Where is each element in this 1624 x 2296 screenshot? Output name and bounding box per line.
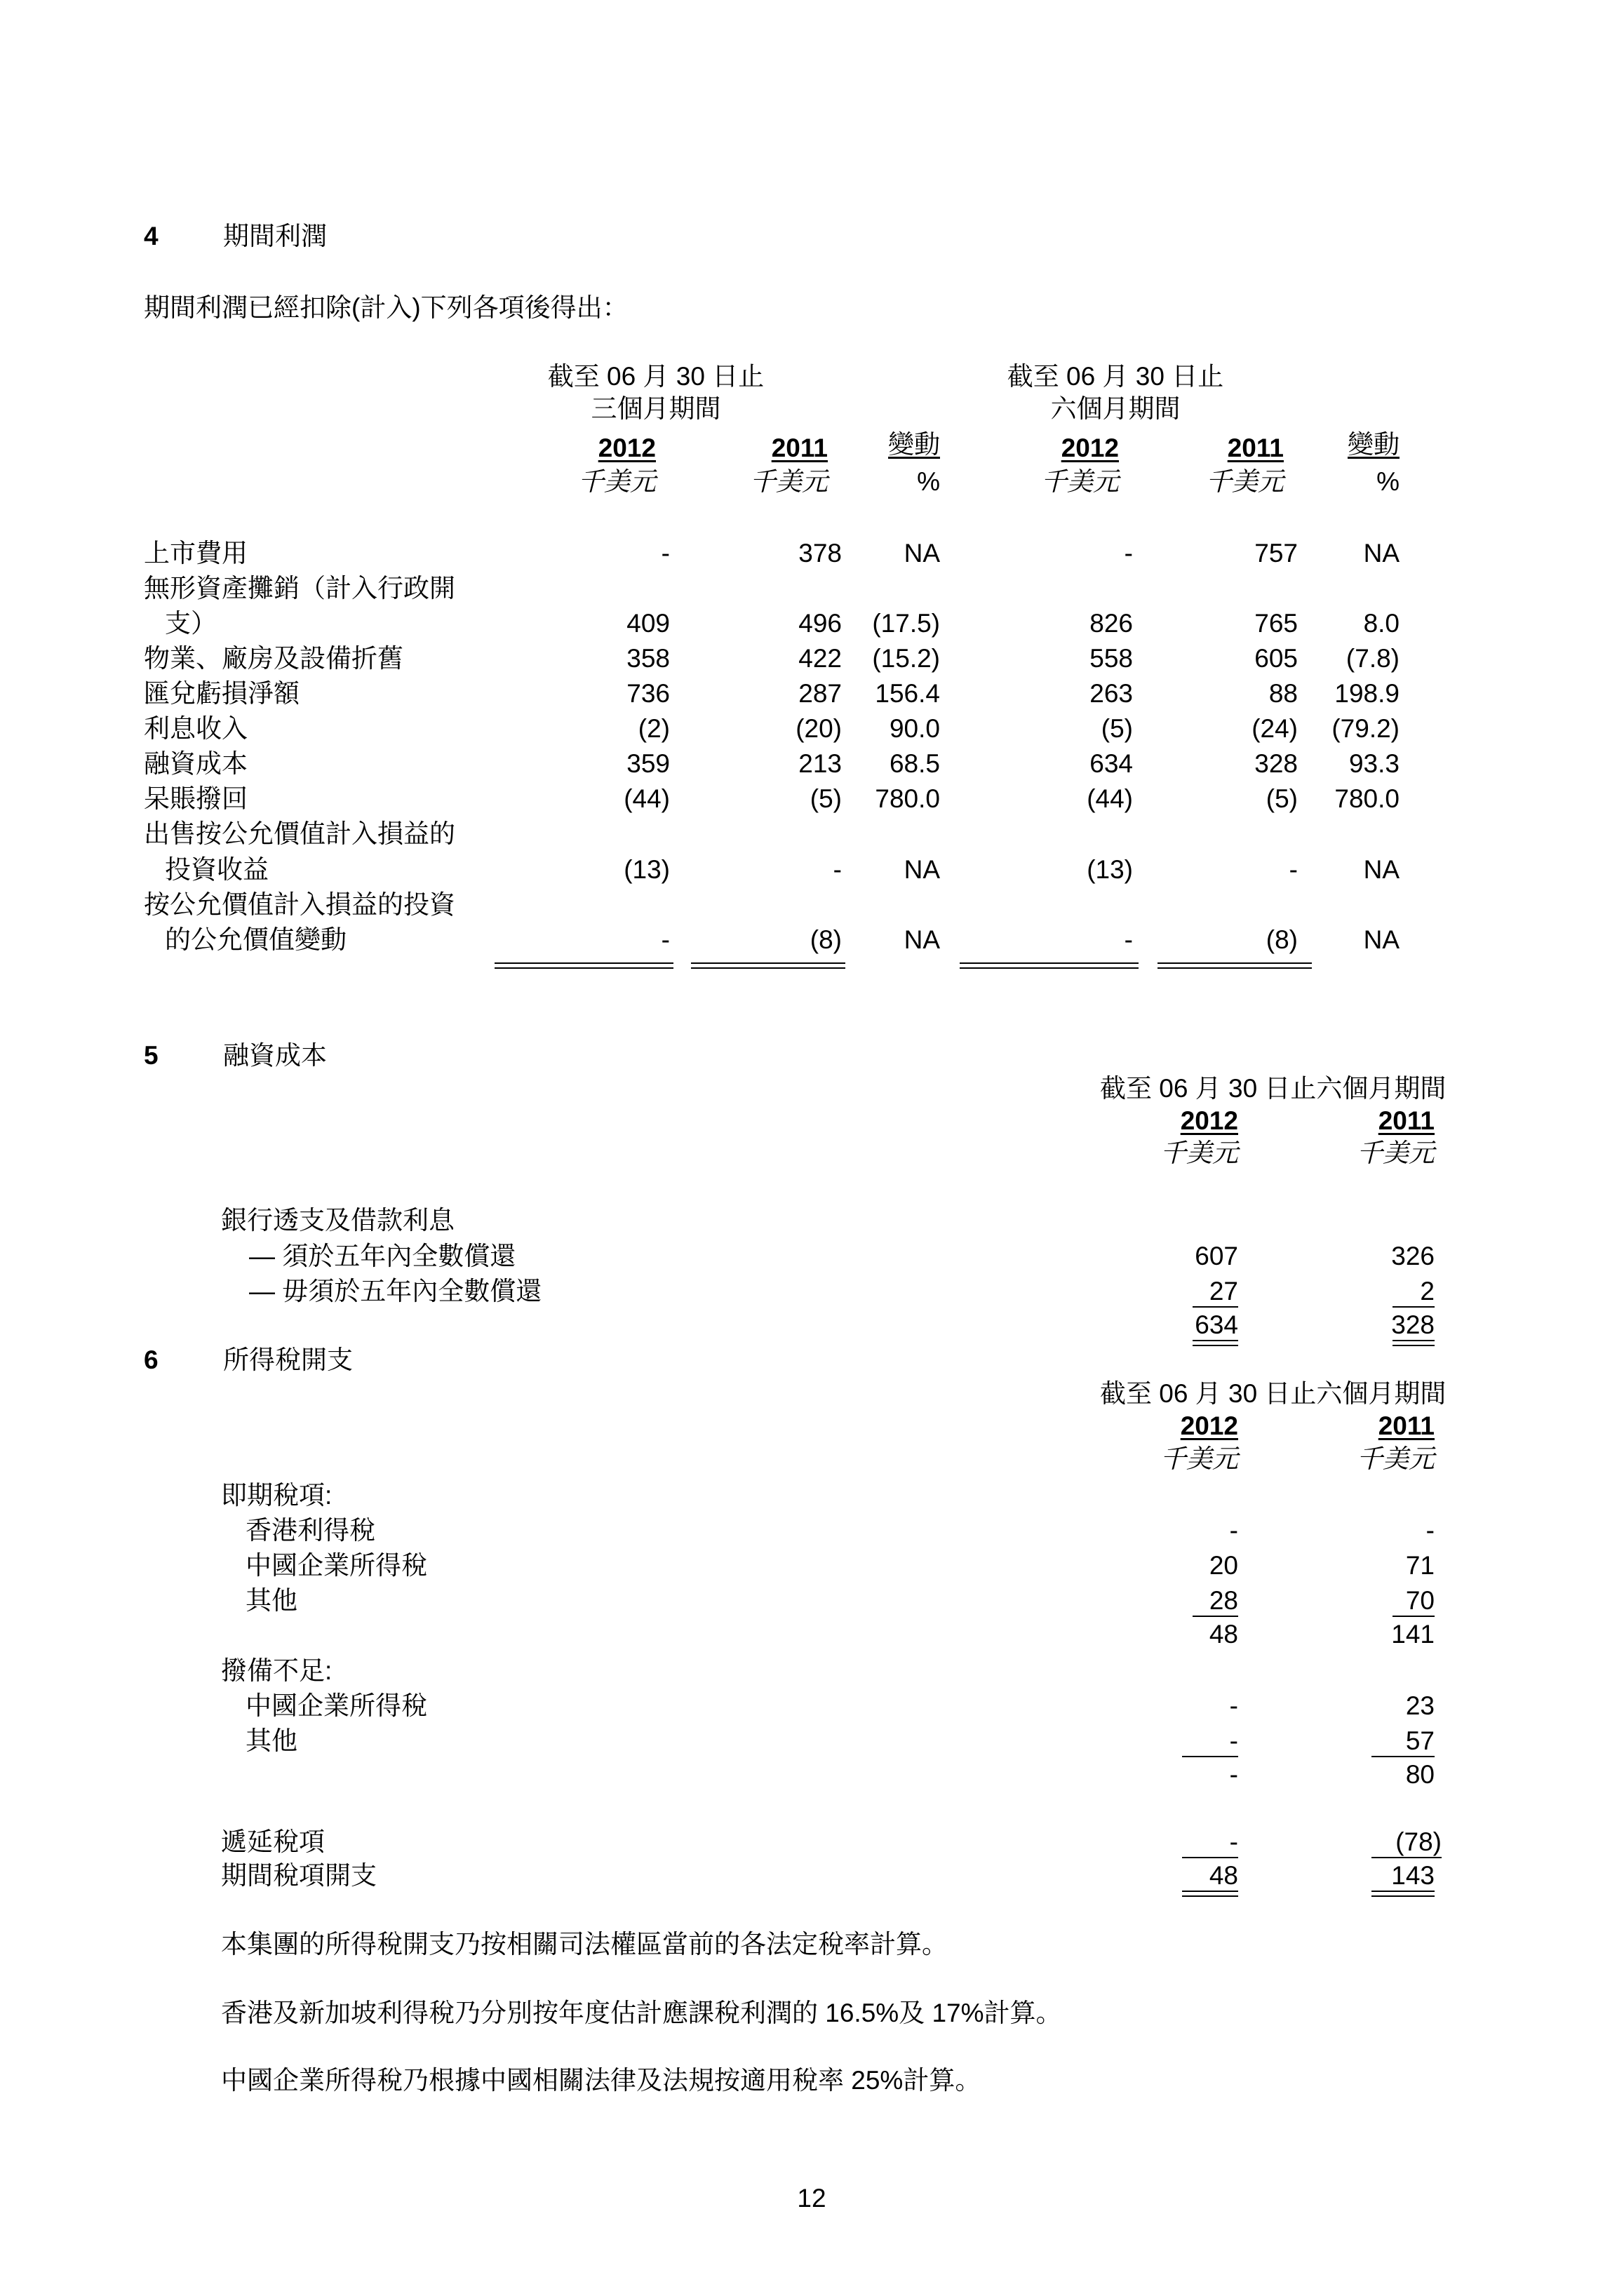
note4-col-2011-six: 2011 [1227,434,1284,462]
note6-rule-c-2012 [1182,1857,1238,1858]
note4-pct-three: % [917,467,940,496]
note4-col-2011-three: 2011 [771,434,828,462]
note4-row-value: (2) [638,714,670,743]
note4-row-value: (20) [796,714,842,743]
note6-rule-c-2011 [1371,1857,1442,1858]
note6-under-label: 撥備不足: [221,1656,333,1685]
note5-row1-2011: 326 [1391,1242,1435,1270]
note4-row-value: NA [1363,539,1400,568]
note4-double-rule-2 [691,962,845,969]
note4-row-value: 8.0 [1363,609,1400,638]
note4-row-label: 呆賬撥回 [144,784,248,813]
note4-col-change-six: 變動 [1348,430,1400,459]
note5-title: 融資成本 [223,1041,327,1070]
note4-row-value: (5) [810,784,842,813]
note6-unit-2012: 千美元 [1160,1444,1238,1473]
note6-subtotal1-2012: 48 [1209,1620,1238,1649]
note4-header-three-line1: 截至 06 月 30 日止 [547,362,765,391]
note6-paragraph-2: 香港及新加坡利得稅乃分別按年度估計應課稅利潤的 16.5%及 17%計算。 [221,1999,1062,2027]
note6-current-label: 即期稅項: [221,1481,333,1510]
note4-row-value: (15.2) [872,644,940,673]
note4-row-value: NA [1363,925,1400,954]
note4-row-value: 780.0 [875,784,940,813]
page-number: 12 [797,2184,826,2213]
note5-total-2011: 328 [1391,1310,1435,1339]
note6-uother-2011: 57 [1405,1726,1435,1755]
note4-row-label: 出售按公允價值計入損益的 [144,819,455,848]
note4-row-label: 融資成本 [144,749,248,778]
note4-row-value: 287 [798,679,842,708]
note5-rule-2011 [1393,1306,1435,1308]
note4-header-six-line1: 截至 06 月 30 日止 [1007,362,1224,391]
note6-rule-b-2012 [1182,1756,1238,1757]
note4-row-value: NA [904,925,940,954]
note4-unit-2012-three: 千美元 [578,467,656,496]
note4-row-value: 88 [1268,679,1298,708]
note4-row-value: (5) [1266,784,1298,813]
note4-row-value: - [833,855,842,884]
note6-subtotal2-2011: 80 [1405,1760,1435,1789]
note6-rule-a-2011 [1393,1616,1435,1617]
note4-row-value: 826 [1089,609,1133,638]
note4-number: 4 [144,222,159,250]
note4-row-value: (8) [810,925,842,954]
note4-row-value: (79.2) [1331,714,1400,743]
note4-row-value: 780.0 [1334,784,1400,813]
note5-row1-label: — 須於五年內全數償還 [249,1242,516,1270]
note6-number: 6 [144,1345,159,1374]
note4-row-value: 359 [626,749,670,778]
note6-total-label: 期間稅項開支 [221,1861,377,1890]
note4-pct-six: % [1376,467,1400,496]
note6-subtotal1-2011: 141 [1391,1620,1435,1649]
note6-other-label: 其他 [246,1586,297,1615]
note5-group-label: 銀行透支及借款利息 [221,1206,455,1235]
note4-row-value: (5) [1101,714,1133,743]
note6-hk-label: 香港利得稅 [246,1516,375,1545]
note4-row-value: 757 [1254,539,1298,568]
note6-rule-a-2012 [1193,1616,1238,1617]
note4-row-value: 90.0 [889,714,940,743]
note5-total-2012: 634 [1195,1310,1238,1339]
note4-title: 期間利潤 [223,222,327,250]
note4-row-value: 328 [1254,749,1298,778]
note6-prc-2012: 20 [1209,1551,1238,1580]
note4-row-label-cont: 的公允價值變動 [165,925,347,954]
note4-row-value: NA [904,855,940,884]
note5-rule-2012 [1193,1306,1238,1308]
note4-row-value: 213 [798,749,842,778]
note4-unit-2011-six: 千美元 [1206,467,1284,496]
note4-unit-2011-three: 千美元 [750,467,828,496]
note6-rule-b-2011 [1371,1756,1435,1757]
note6-deferred-2011: (78) [1395,1827,1442,1856]
note4-row-label: 按公允價值計入損益的投資 [144,890,455,919]
note6-col-2011: 2011 [1378,1411,1435,1440]
note4-unit-2012-six: 千美元 [1041,467,1119,496]
note4-row-value: - [661,539,670,568]
note4-row-value: (24) [1251,714,1298,743]
note4-row-value: 558 [1089,644,1133,673]
note4-row-value: (44) [1087,784,1133,813]
note6-paragraph-3: 中國企業所得稅乃根據中國相關法律及法規按適用稅率 25%計算。 [221,2066,981,2095]
note6-deferred-label: 遞延稅項 [221,1827,325,1856]
note4-row-value: 68.5 [889,749,940,778]
note4-row-value: 378 [798,539,842,568]
note6-subtotal2-2012: - [1229,1760,1238,1789]
note6-deferred-2012: - [1229,1827,1238,1856]
note4-row-label-cont: 支） [165,609,217,638]
note4-row-value: - [1124,539,1133,568]
note4-row-value: - [1289,855,1298,884]
note4-double-rule-4 [1157,962,1312,969]
note4-row-value: 765 [1254,609,1298,638]
note5-row1-2012: 607 [1195,1242,1238,1270]
note4-row-value: (8) [1266,925,1298,954]
note5-double-rule-2011 [1393,1340,1435,1346]
note4-row-value: NA [1363,855,1400,884]
note4-intro: 期間利潤已經扣除(計入)下列各項後得出： [144,293,629,322]
note4-row-value: (17.5) [872,609,940,638]
note6-hk-2012: - [1229,1516,1238,1545]
note4-row-label-cont: 投資收益 [165,855,269,884]
note4-row-value: (7.8) [1345,644,1400,673]
note6-double-rule-2011 [1371,1891,1435,1897]
note6-other-2012: 28 [1209,1586,1238,1615]
note6-col-2012: 2012 [1180,1411,1238,1440]
note4-double-rule-1 [495,962,673,969]
note4-row-label: 物業、廠房及設備折舊 [144,644,403,673]
note4-row-value: (13) [1087,855,1133,884]
note4-col-2012-six: 2012 [1061,434,1119,462]
note4-row-value: - [1124,925,1133,954]
note6-prc-label: 中國企業所得稅 [246,1551,427,1580]
note5-col-2011: 2011 [1378,1106,1435,1135]
note4-row-value: NA [904,539,940,568]
note4-col-2012-three: 2012 [598,434,656,462]
note4-row-value: (44) [624,784,670,813]
note4-row-label: 無形資產攤銷（計入行政開 [144,574,455,603]
note4-row-value: 496 [798,609,842,638]
note6-double-rule-2012 [1182,1891,1238,1897]
note4-row-value: 634 [1089,749,1133,778]
note4-row-value: 263 [1089,679,1133,708]
note6-uprc-2011: 23 [1405,1691,1435,1720]
note6-paragraph-1: 本集團的所得稅開支乃按相關司法權區當前的各法定稅率計算。 [221,1930,948,1959]
note5-number: 5 [144,1041,159,1070]
note6-uprc-2012: - [1229,1691,1238,1720]
note6-other-2011: 70 [1405,1586,1435,1615]
note4-row-label: 上市費用 [144,539,248,568]
note4-row-value: - [661,925,670,954]
note6-hk-2011: - [1425,1516,1435,1545]
note6-total-2012: 48 [1209,1861,1238,1890]
note6-period: 截至 06 月 30 日止六個月期間 [1100,1379,1447,1408]
note5-row2-2011: 2 [1420,1277,1435,1305]
note5-unit-2012: 千美元 [1160,1139,1238,1167]
note4-row-value: 358 [626,644,670,673]
note5-row2-label: — 毋須於五年內全數償還 [249,1277,542,1305]
note5-period: 截至 06 月 30 日止六個月期間 [1100,1074,1447,1103]
note5-unit-2011: 千美元 [1357,1139,1435,1167]
note4-col-change-three: 變動 [888,430,940,459]
note6-total-2011: 143 [1391,1861,1435,1890]
note6-title: 所得稅開支 [223,1345,353,1374]
note5-double-rule-2012 [1193,1340,1238,1346]
note4-header-six-line2: 六個月期間 [1050,394,1181,423]
note4-row-value: (13) [624,855,670,884]
note6-unit-2011: 千美元 [1357,1444,1435,1473]
note4-row-label: 匯兌虧損淨額 [144,679,300,708]
note6-uprc-label: 中國企業所得稅 [246,1691,427,1720]
note4-row-label: 利息收入 [144,714,248,743]
note4-row-value: 409 [626,609,670,638]
note5-col-2012: 2012 [1180,1106,1238,1135]
note6-uother-2012: - [1229,1726,1238,1755]
note4-row-value: 422 [798,644,842,673]
note4-row-value: 156.4 [875,679,940,708]
note4-row-value: 198.9 [1334,679,1400,708]
note6-uother-label: 其他 [246,1726,297,1755]
note4-row-value: 605 [1254,644,1298,673]
note5-row2-2012: 27 [1209,1277,1238,1305]
note4-header-three-line2: 三個月期間 [591,394,721,423]
note4-double-rule-3 [960,962,1139,969]
note4-row-value: 93.3 [1348,749,1400,778]
note6-prc-2011: 71 [1405,1551,1435,1580]
note4-row-value: 736 [626,679,670,708]
